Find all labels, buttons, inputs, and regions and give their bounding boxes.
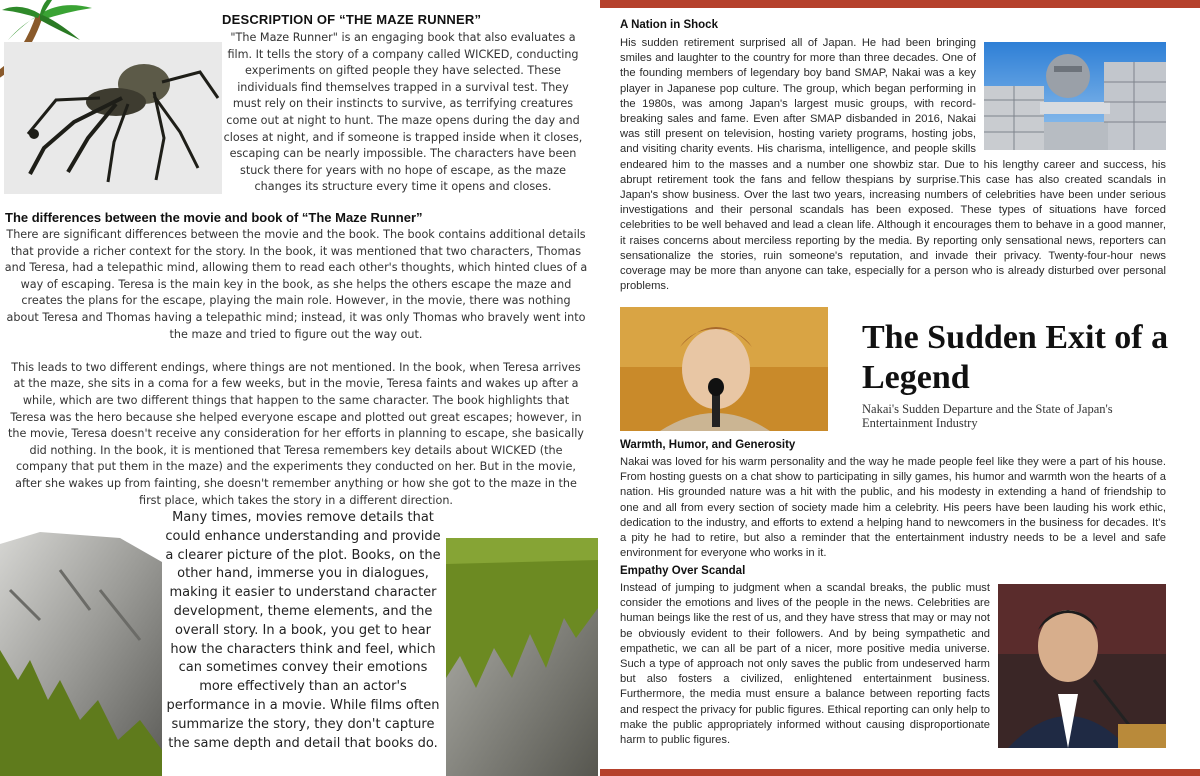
empathy-text: Instead of jumping to judgment when a scandal breaks, the public must consider the emotions and lives of the people in the news. Celebrities are human beings like the rest of us, and they have stress that may or may not be obviously evident to their followers. And by being sympathetic and empathetic, we can all be part of a nicer, more positive media universe. Such a type of approach not only saves the public from undeserved harm but also fosters a civilized, enlightened entertainment business. Furthermore, the media must ensure a balance between reporting facts and respect the privacy for public figures. Ethical reporting can only help to make the public appropriately informed without causing disproportionate harm to public figures. — [620, 582, 990, 747]
mossy-stone-left-image — [0, 530, 162, 776]
description-body: "The Maze Runner" is an engaging book that also evaluates a film. It tells the story of a company called WICKED, conducting experiments on gifted people they have selected. These individuals find themselves trapped in a survival test. They must rely on their instincts to survive, as terrifying creatures come out at night to hunt. The maze opens during the day and closes at night, and if someone is trapped inside when it closes, escaping can be nearly impossible. The characters have been stuck there for years with no hope of escape, as the maze changes its structure every time it opens and closes. — [223, 31, 583, 194]
nation-in-shock-text: His sudden retirement surprised all of Japan. He had been bringing smiles and laughter to the country for more than three decades. One of the founding members of legendary boy band SMAP, Nakai was a key player in Japanese pop culture. The group, which began performing in the 1980s, was among Japan's largest music groups, with record-breaking sales and fame. Even after SMAP disbanded in 2016, Nakai was still present on television, hosting variety programs, hosting jobs, and visiting charity events. His charisma, intelligence, and people skills endeared him to the masses and a number one showbiz star. Due to his lengthy career and success, his abrupt retirement took the fans and fellow thespians by surprise.This case has also created scandals in Japan's show business. Over the last two years, increasing numbers of celebrities have been under serious investigations and their personal scandals has been exposed. These types of situations have forced celebrities to be well behaved and lead a clean life. Although it encourages them to behave in a good manner, it raises concerns about merciless reporting by the media. By reporting only sensational news, reporters can sensationalize the stories, ruin someone's reputation, and invade their privacy. Twenty-four-hour news coverage may be more than anyone can take, especially for a person who is already disturbed over personal problems. — [620, 37, 1166, 293]
differences-paragraph-1: There are significant differences between the movie and the book. The book contains additional details that provide a richer context for the story. In the book, it was mentioned that two characters, Thomas and Teresa, had a telepathic mind, allowing them to read each other's thoughts, which hinted clues of a way of escaping. Teresa is the main key in the book, as she helps the others escape the maze and creates the plans for the escape, playing the main role. However, in the movie, there was nothing about Teresa and Thomas having a telepathic mind; instead, it was only Thomas who bravely went into the maze and tried to figure out the way out. — [4, 228, 588, 341]
nation-in-shock-body — [620, 36, 1166, 294]
mossy-stone-right-image — [446, 538, 598, 776]
feature-subtitle: Nakai's Sudden Departure and the State of Japan's Entertainment Industry — [862, 402, 1113, 430]
bottom-accent-bar — [600, 769, 1200, 776]
differences-body — [4, 227, 588, 509]
nation-in-shock-heading: A Nation in Shock — [620, 19, 718, 31]
differences-paragraph-2: This leads to two different endings, where things are not mentioned. In the book, when Teresa arrives at the maze, she sits in a coma for a few weeks, but in the movie, Teresa faints and wakes up after a while, which are two different things that happen to the same character. The book highlights that Teresa was the hero because she helped everyone escape and plotted out great escapes; however, in the movie, Teresa doesn't receive any consideration for her efforts in planning to escape, she basically did nothing. In the book, it is mentioned that Teresa remembers key details about WICKED (the company that put them in the maze) and the experiments they conducted on her. But in the movie, after she wakes up from fainting, she doesn't remember anything or how she got to the maze in the first place, which takes the story in a different direction. — [8, 360, 584, 507]
griever-creature-image — [4, 42, 222, 194]
tv-tower-building-image — [984, 42, 1166, 150]
speaker-at-podium-photo — [998, 584, 1166, 748]
warmth-heading: Warmth, Humor, and Generosity — [620, 439, 796, 451]
books-vs-movies-text: Many times, movies remove details that could enhance understanding and provide a clearer picture of the plot. Books, on the other hand, immerse you in dialogues, making it easier to understand character development, theme elements, and the overall story. In a book, you get to hear how the characters think and feel, which can sometimes convey their emotions more effectively than an actor's performance in a movie. While films often summarize the story, they don't capture the same depth and detail that books do. — [165, 510, 441, 751]
empathy-heading: Empathy Over Scandal — [620, 565, 746, 577]
description-title: DESCRIPTION OF “THE MAZE RUNNER” — [222, 12, 482, 27]
griever-creature-icon — [4, 42, 222, 194]
warmth-body: Nakai was loved for his warm personality and the way he made people feel like they were a part of his house. From hosting guests on a chat show to participating in silly games, his humor and warmth won the hearts of a nation. His grounded nature was a hit with the public, and his modesty in extending a hand of friendship to one and all from every section of society made him a celebrity. His peers have been lauding his work ethic, dedication to the industry, and efforts to extend a helping hand to newcomers in the business for decades. It's a pity he had to retire, but also a reminder that the entertainment industry needs to be a level and safe environment for everyone who works in it. — [620, 456, 1166, 560]
empathy-body — [620, 581, 1166, 752]
right-page — [600, 0, 1200, 776]
differences-title: The differences between the movie and book of “The Maze Runner” — [5, 210, 423, 225]
top-accent-bar — [600, 0, 1200, 8]
feature-title: The Sudden Exit of a Legend — [862, 319, 1169, 396]
nakai-singing-photo — [620, 307, 828, 431]
left-page — [0, 0, 598, 776]
